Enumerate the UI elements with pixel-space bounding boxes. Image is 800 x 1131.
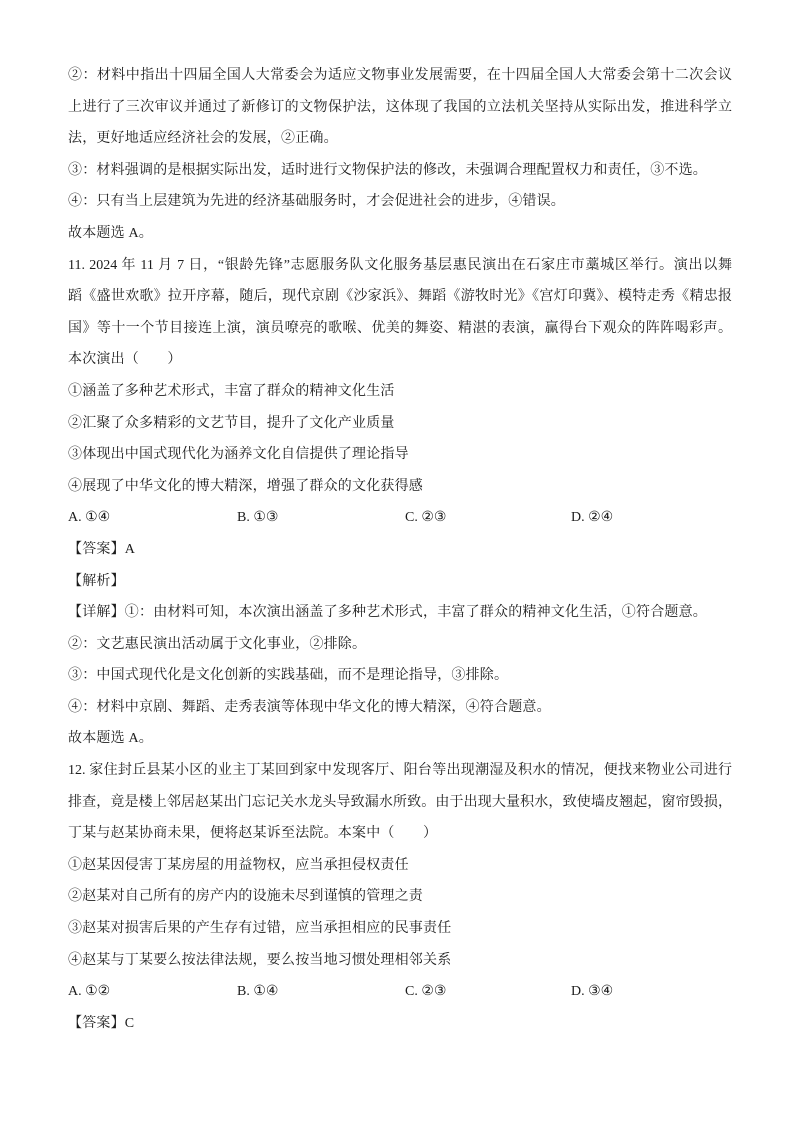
q11-item3: ③体现出中国式现代化为涵养文化自信提供了理论指导: [68, 447, 409, 463]
q12-stem-line2: 排查，竟是楼上邻居赵某出门忘记关水龙头导致漏水所致。由于出现大量积水，致使墙皮翘起，窗帘毁损，: [68, 794, 732, 810]
q11-conclusion: 故本题选 A。: [68, 731, 154, 747]
q12-choices: [68, 976, 732, 1008]
q11-stem-line1: 11. 2024 年 11 月 7 日，“银龄先锋”志愿服务队文化服务基层惠民演出在石家庄市藁城区举行。演出以舞: [68, 257, 732, 273]
q12-item4: ④赵某与丁某要么按法律法规，要么按当地习惯处理相邻关系: [68, 952, 452, 968]
q11-stem-line2: 蹈《盛世欢歌》拉开序幕，随后，现代京剧《沙家浜》、舞蹈《游牧时光》《宫灯印冀》、模特走秀《精忠报: [68, 289, 732, 305]
q11-item2: ②汇聚了众多精彩的文艺节目，提升了文化产业质量: [68, 415, 395, 431]
q11-choices-choice-b: B. ①③: [237, 510, 279, 526]
q11-detail-point4: ④：材料中京剧、舞蹈、走秀表演等体现中华文化的博大精深，④符合题意。: [68, 699, 551, 715]
q10-point4: ④：只有当上层建筑为先进的经济基础服务时，才会促进社会的进步，④错误。: [68, 194, 565, 210]
q11-answer: 【答案】A: [68, 541, 136, 557]
document-content: [68, 60, 732, 1039]
q11-stem-line4: 本次演出（ ）: [68, 352, 182, 368]
q12-stem-line3: 丁某与赵某协商未果，便将赵某诉至法院。本案中（ ）: [68, 826, 438, 842]
q11-item4: ④展现了中华文化的博大精深，增强了群众的文化获得感: [68, 478, 423, 494]
q12-item3: ③赵某对损害后果的产生存有过错，应当承担相应的民事责任: [68, 921, 452, 937]
q10-point3: ③：材料强调的是根据实际出发，适时进行文物保护法的修改，未强调合理配置权力和责任，③不选。: [68, 162, 707, 178]
q11-choices: [68, 502, 732, 534]
q11-detail-point1: 【详解】①：由材料可知，本次演出涵盖了多种艺术形式，丰富了群众的精神文化生活，①符合题意。: [68, 605, 707, 621]
q12-choices-choice-d: D. ③④: [571, 984, 614, 1000]
q12-answer: 【答案】C: [68, 1015, 135, 1031]
q10-point2-line3: 法，更好地适应经济社会的发展，②正确。: [68, 131, 338, 147]
q12-stem-line1: 12. 家住封丘县某小区的业主丁某回到家中发现客厅、阳台等出现潮湿及积水的情况，便找来物业公司进行: [68, 763, 732, 779]
q12-choices-choice-a: A. ①②: [68, 984, 111, 1000]
q11-choices-choice-c: C. ②③: [405, 510, 447, 526]
q11-stem-line3: 国》等十一个节目接连上演，演员嘹亮的歌喉、优美的舞姿、精湛的表演，赢得台下观众的阵阵喝彩声。: [68, 320, 732, 336]
q12-choices-choice-b: B. ①④: [237, 984, 279, 1000]
q11-choices-choice-a: A. ①④: [68, 510, 111, 526]
q12-item2: ②赵某对自己所有的房产内的设施未尽到谨慎的管理之责: [68, 889, 423, 905]
q11-detail-point2: ②：文艺惠民演出活动属于文化事业，②排除。: [68, 636, 367, 652]
q12-item1: ①赵某因侵害丁某房屋的用益物权，应当承担侵权责任: [68, 857, 409, 873]
q11-choices-choice-d: D. ②④: [571, 510, 614, 526]
q10-point2-line1: ②：材料中指出十四届全国人大常委会为适应文物事业发展需要，在十四届全国人大常委会第十二次会议: [68, 68, 732, 83]
q11-item1: ①涵盖了多种艺术形式，丰富了群众的精神文化生活: [68, 383, 395, 399]
q11-analysis-label: 【解析】: [68, 573, 125, 589]
q10-point2-line2: 上进行了三次审议并通过了新修订的文物保护法，这体现了我国的立法机关坚持从实际出发，推进科学立: [68, 99, 732, 115]
q11-detail-point3: ③：中国式现代化是文化创新的实践基础，而不是理论指导，③排除。: [68, 668, 509, 684]
q10-conclusion: 故本题选 A。: [68, 225, 154, 241]
q12-choices-choice-c: C. ②③: [405, 984, 447, 1000]
